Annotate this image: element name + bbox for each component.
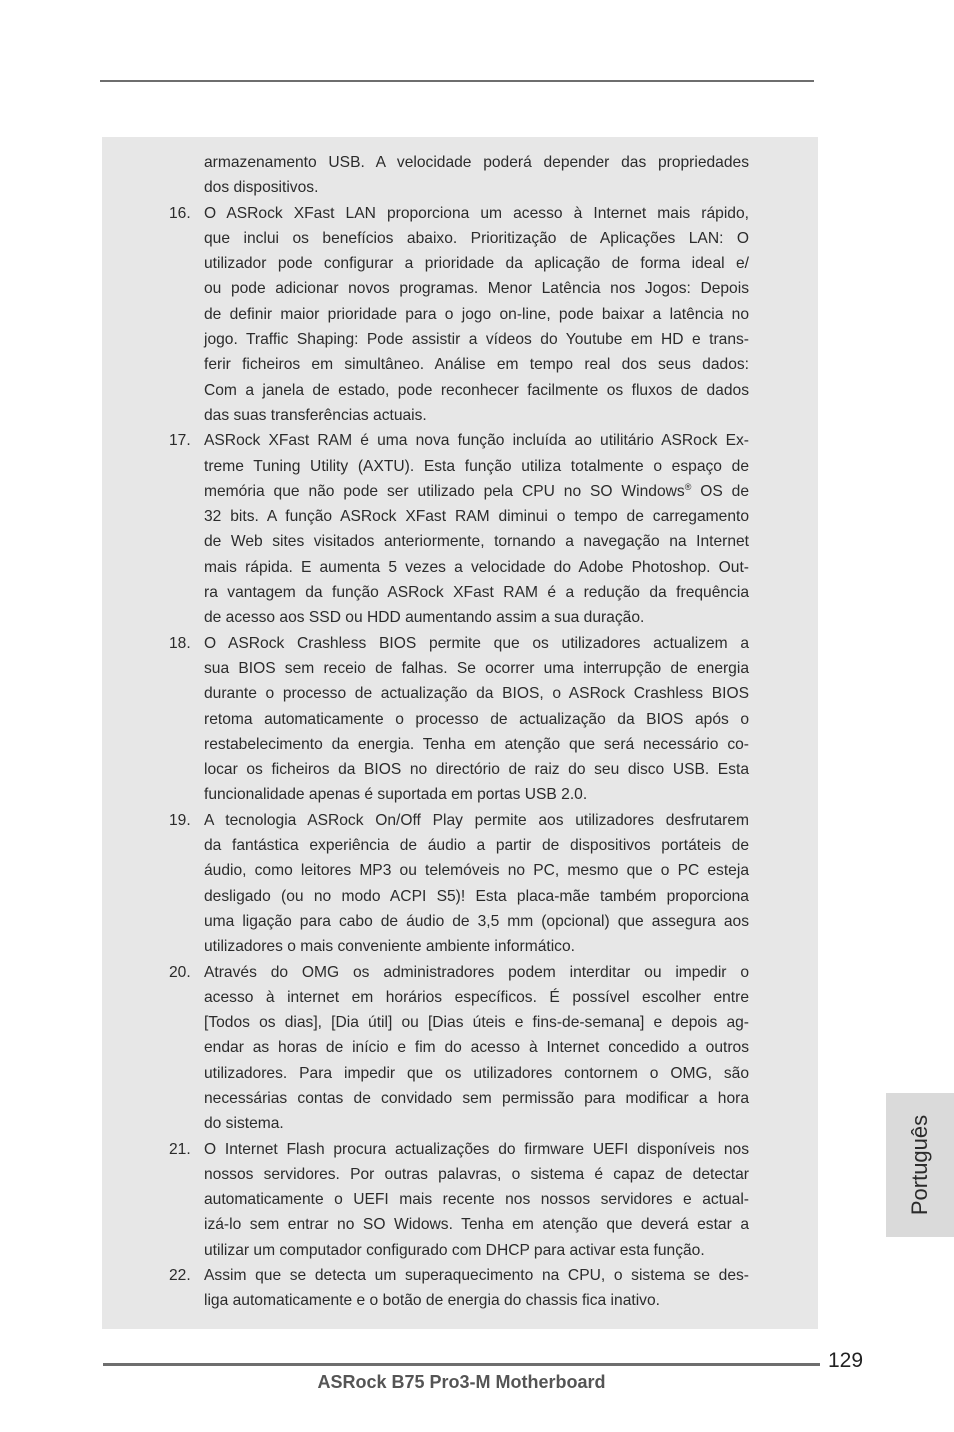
text-line: utilizador pode configurar a prioridade da aplicação de forma ideal e/ — [204, 255, 749, 273]
text-line: utilizadores. Para impedir que os utilizadores contornem o OMG, são — [204, 1064, 749, 1082]
list-item-21 — [102, 1137, 749, 1263]
list-item-18 — [102, 631, 749, 808]
text-line: O ASRock Crashless BIOS permite que os utilizadores actualizem a — [204, 634, 749, 652]
item-number: 16. — [169, 204, 191, 222]
text-line: locar os ficheiros da BIOS no directório de raiz do seu disco USB. Esta — [204, 761, 749, 779]
language-label: Português — [907, 1114, 932, 1216]
registered-mark: ® — [684, 481, 692, 492]
text-line: Através do OMG os administradores podem interditar ou impedir o — [204, 963, 749, 981]
text-line: treme Tuning Utility (AXTU). Esta função utiliza totalmente o espaço de — [204, 457, 749, 475]
text-line: automaticamente o UEFI mais recente nos nossos servidores e actual- — [204, 1191, 749, 1209]
text-line: ou pode adicionar novos programas. Menor Latência nos Jogos: Depois — [204, 280, 749, 298]
text-line: Com a janela de estado, pode reconhecer facilmente os fluxos de dados — [204, 381, 749, 399]
text-line: de acesso aos SSD ou HDD aumentando assim a sua duração. — [204, 609, 645, 627]
text-line: restabelecimento da energia. Tenha em atenção que será necessário co- — [204, 735, 749, 753]
bottom-divider — [103, 1363, 820, 1366]
text-line: armazenamento USB. A velocidade poderá depender das propriedades — [204, 154, 749, 171]
text-line: ASRock XFast RAM é uma nova função incluída ao utilitário ASRock Ex- — [204, 432, 749, 450]
text-line: Assim que se detecta um superaquecimento na CPU, o sistema se des- — [204, 1267, 749, 1285]
text-line: [Todos os dias], [Dia útil] ou [Dias úteis e fins-de-semana] e depois ag- — [204, 1014, 749, 1032]
text-line: 32 bits. A função ASRock XFast RAM diminui o tempo de carregamento — [204, 508, 749, 526]
text-line: uma ligação para cabo de áudio de 3,5 mm (opcional) que assegura aos — [204, 912, 749, 930]
text-line: O Internet Flash procura actualizações do firmware UEFI disponíveis nos — [204, 1140, 749, 1158]
text-line: ferir ficheiros em simultâneo. Análise em tempo real dos seus dados: — [204, 356, 749, 374]
text-fragment: memória que não pode ser utilizado pela CPU no SO Windows — [204, 482, 685, 500]
item-number: 18. — [169, 634, 191, 652]
list-item-16 — [102, 201, 749, 429]
top-divider — [100, 80, 814, 82]
text-line: da fantástica experiência de áudio a partir de dispositivos portáteis de — [204, 837, 749, 855]
content-panel — [102, 137, 818, 1329]
text-line: de definir maior prioridade para o jogo on-line, pode baixar a latência no — [204, 305, 749, 323]
item-number: 20. — [169, 963, 191, 981]
text-line: A tecnologia ASRock On/Off Play permite aos utilizadores desfrutarem — [204, 811, 749, 829]
text-line: ra vantagem da função ASRock XFast RAM é a redução da frequência — [204, 584, 749, 602]
text-line: jogo. Traffic Shaping: Pode assistir a vídeos do Youtube em HD e trans- — [204, 331, 749, 349]
text-line: que inclui os benefícios abaixo. Prioritização de Aplicações LAN: O — [204, 229, 749, 247]
text-line: dos dispositivos. — [204, 179, 319, 197]
text-line: áudio, como leitores MP3 ou telemóveis no PC, mesmo que o PC esteja — [204, 862, 749, 880]
text-line: O ASRock XFast LAN proporciona um acesso à Internet mais rápido, — [204, 204, 749, 222]
text-line: izá-lo sem entrar no SO Widows. Tenha em atenção que deverá estar a — [204, 1216, 749, 1234]
list-item-20 — [102, 960, 749, 1137]
list-item-17 — [102, 428, 749, 630]
item-number: 21. — [169, 1140, 191, 1158]
list-item-22 — [102, 1263, 749, 1314]
text-line: do sistema. — [204, 1115, 284, 1133]
continuation-paragraph — [102, 150, 749, 201]
text-line: liga automaticamente e o botão de energia do chassis fica inativo. — [204, 1292, 660, 1310]
item-number: 17. — [169, 432, 191, 450]
text-line: sua BIOS sem receio de falhas. Se ocorrer uma interrupção de energia — [204, 659, 749, 677]
item-number: 22. — [169, 1267, 191, 1285]
text-line: funcionalidade apenas é suportada em portas USB 2.0. — [204, 786, 588, 804]
text-line: necessárias contas de convidado sem permissão para modificar a hora — [204, 1089, 749, 1107]
text-line: nossos servidores. Por outras palavras, o sistema é capaz de detectar — [204, 1165, 749, 1183]
text-line: utilizar um computador configurado com DHCP para activar esta função. — [204, 1241, 705, 1259]
text-line: endar as horas de início e fim do acesso à Internet concedido a outros — [204, 1039, 749, 1057]
text-line: acesso à internet em horários específicos. É possível escolher entre — [204, 988, 749, 1006]
feature-list — [102, 150, 818, 1314]
language-tab — [886, 1093, 954, 1237]
item-number: 19. — [169, 811, 191, 829]
text-line: das suas transferências actuais. — [204, 406, 427, 424]
text-line: de Web sites visitados anteriormente, tornando a navegação na Internet — [204, 533, 749, 551]
text-line: utilizadores o mais conveniente ambiente informático. — [204, 938, 575, 956]
text-line: durante o processo de actualização da BIOS, o ASRock Crashless BIOS — [204, 685, 749, 703]
text-line: mais rápida. E aumenta 5 vezes a velocidade do Adobe Photoshop. Out- — [204, 558, 749, 576]
list-item-19 — [102, 808, 749, 960]
text-fragment: OS de — [691, 482, 749, 500]
footer-title: ASRock B75 Pro3-M Motherboard — [317, 1372, 606, 1392]
text-line: retoma automaticamente o processo de actualização da BIOS após o — [204, 710, 749, 728]
text-line: desligado (ou no modo ACPI S5)! Esta placa-mãe também proporciona — [204, 887, 749, 905]
text-line — [204, 479, 749, 504]
page-number: 129 — [828, 1349, 864, 1372]
